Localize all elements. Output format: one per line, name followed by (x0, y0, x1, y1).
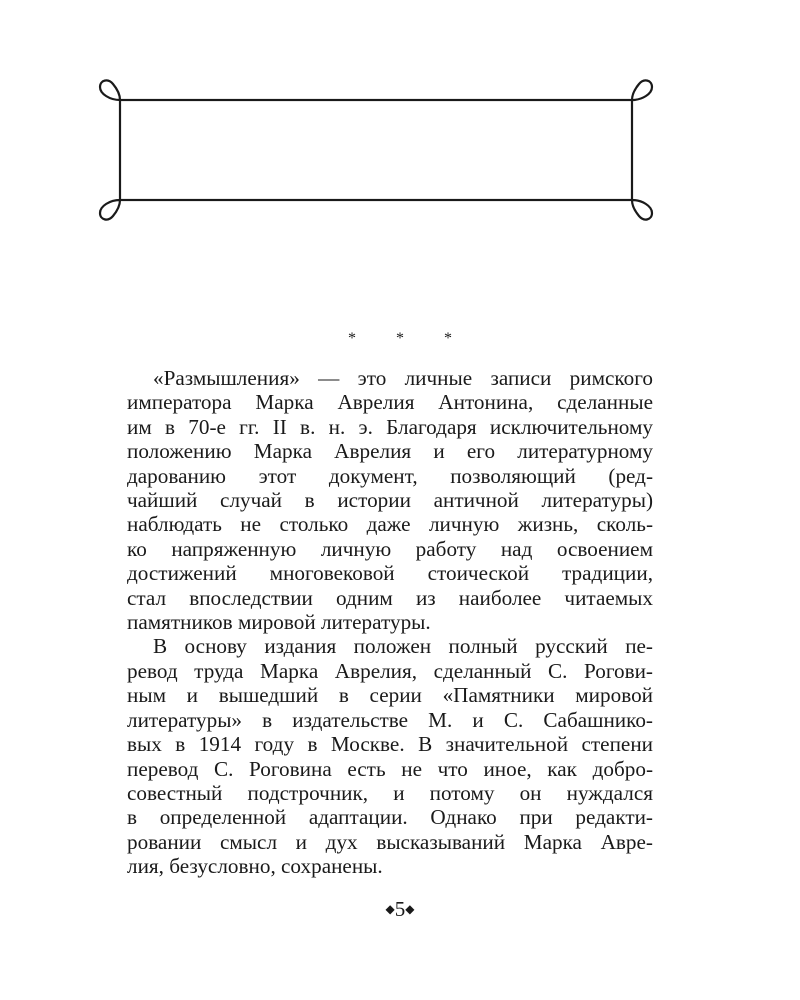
text-line: «Размышления» — это личные записи римского (153, 366, 653, 390)
text-line: литературы» в издательстве М. и С. Сабашнико- (127, 707, 653, 732)
text-line: наблюдать не столько даже личную жизнь, сколь- (127, 512, 653, 537)
page-number-value: 5 (394, 897, 406, 921)
text-line: ровании смысл и дух высказываний Марка Авре- (127, 829, 653, 854)
text-line: перевод С. Роговина есть не что иное, как добро- (127, 756, 653, 781)
decorative-frame (96, 78, 656, 222)
section-divider-asterisks: * * * (348, 330, 470, 347)
text-line: ревод труда Марка Аврелия, сделанный С. Рогови- (127, 658, 653, 683)
text-line: ным и вышедший в серии «Памятники мировой (127, 683, 653, 708)
text-line: в определенной адаптации. Однако при редакти- (127, 805, 653, 830)
text-line: памятников мировой литературы. (127, 610, 431, 635)
text-line: дарованию этот документ, позволяющий (ред- (127, 463, 653, 488)
text-line: В основу издания положен полный русский пе- (153, 634, 653, 659)
body-text (127, 366, 653, 879)
text-line: положению Марка Аврелия и его литературному (127, 439, 653, 464)
paragraph-2 (127, 634, 653, 878)
page-number (0, 897, 800, 922)
diamond-ornament-icon: ◆ (405, 902, 415, 916)
text-line: совестный подстрочник, и потому он нуждался (127, 780, 653, 805)
paragraph-1 (127, 366, 653, 634)
text-line: вых в 1914 году в Москве. В значительной степени (127, 732, 653, 757)
text-line: чайший случай в истории античной литературы) (127, 488, 653, 513)
text-line: достижений многовековой стоической традиции, (127, 561, 653, 586)
text-line: стал впоследствии одним из наиболее читаемых (127, 585, 653, 610)
text-line: ко напряженную личную работу над освоением (127, 536, 653, 561)
text-line: им в 70-е гг. II в. н. э. Благодаря исключительному (127, 414, 653, 439)
text-line: императора Марка Аврелия Антонина, сделанные (127, 390, 653, 415)
diamond-ornament-icon: ◆ (385, 902, 395, 916)
text-line: лия, безусловно, сохранены. (127, 854, 383, 879)
